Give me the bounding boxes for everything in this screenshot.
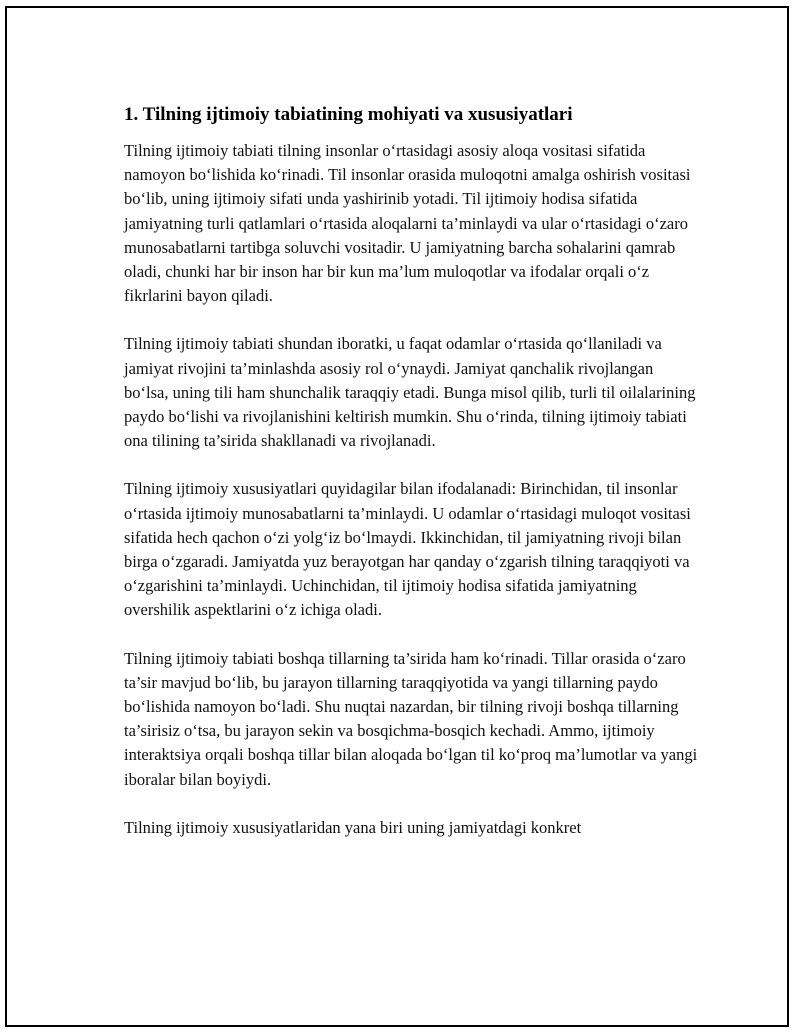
paragraph: Tilning ijtimoiy tabiati shundan iboratki, u faqat odamlar o‘rtasida qo‘llaniladi va jamiyat rivojini ta’minlashda asosiy rol o‘ynaydi. Jamiyat qanchalik rivojlangan bo‘lsa, uning tili ham shunchalik taraqqiy etadi. Bunga misol qilib, turli til oilalarining paydo bo‘lishi va rivojlanishini keltirish mumkin. Shu o‘rinda, tilning ijtimoiy tabiati ona tilining ta’sirida shakllanadi va rivojlanadi. — [124, 334, 696, 451]
document-title: 1. Tilning ijtimoiy tabiatining mohiyati va xususiyatlari — [124, 104, 573, 125]
paragraph: Tilning ijtimoiy xususiyatlaridan yana biri uning jamiyatdagi konkret — [124, 817, 582, 837]
paragraph: Tilning ijtimoiy tabiati boshqa tillarning ta’sirida ham ko‘rinadi. Tillar orasida o‘zaro ta’sir mavjud bo‘lib, bu jarayon tillarning taraqqiyotida va yangi tillarning paydo bo‘lishida namoyon bo‘ladi. Shu nuqtai nazardan, bir tilning rivoji boshqa tillarning ta’sirisiz o‘tsa, bu jarayon sekin va bosqichma-bosqich kechadi. Ammo, ijtimoiy interaktsiya orqali boshqa tillar bilan aloqada bo‘lgan til ko‘proq ma’lumotlar va yangi iboralar bilan boyiydi. — [124, 648, 698, 789]
paragraph: Tilning ijtimoiy xususiyatlari quyidagilar bilan ifodalanadi: Birinchidan, til insonlar o‘rtasida ijtimoiy munosabatlarni ta’minlaydi. U odamlar o‘rtasidagi muloqot vositasi sifatida hech qachon o‘zi yolg‘iz bo‘lmaydi. Ikkinchidan, til jamiyatning rivoji bilan birga o‘zgaradi. Jamiyatda yuz berayotgan har qanday o‘zgarish tilning taraqqiyoti va o‘zgarishini ta’minlaydi. Uchinchidan, til ijtimoiy hodisa sifatida jamiyatning overshilik aspektlarini o‘z ichiga oladi. — [124, 479, 691, 620]
page-frame — [5, 6, 789, 1027]
document-body — [124, 101, 699, 864]
paragraph: Tilning ijtimoiy tabiati tilning insonlar o‘rtasidagi asosiy aloqa vositasi sifatida namoyon bo‘lishida ko‘rinadi. Til insonlar orasida muloqotni amalga oshirish vositasi bo‘lib, uning ijtimoiy sifati unda yashirinib yotadi. Til ijtimoiy hodisa sifatida jamiyatning turli qatlamlari o‘rtasida aloqalarni ta’minlaydi va ular o‘rtasidagi o‘zaro munosabatlarni tartibga soluvchi vositadir. U jamiyatning barcha sohalarini qamrab oladi, chunki har bir inson har bir kun ma’lum muloqotlar va ifodalar orqali o‘z fikrlarini bayon qiladi. — [124, 141, 691, 306]
